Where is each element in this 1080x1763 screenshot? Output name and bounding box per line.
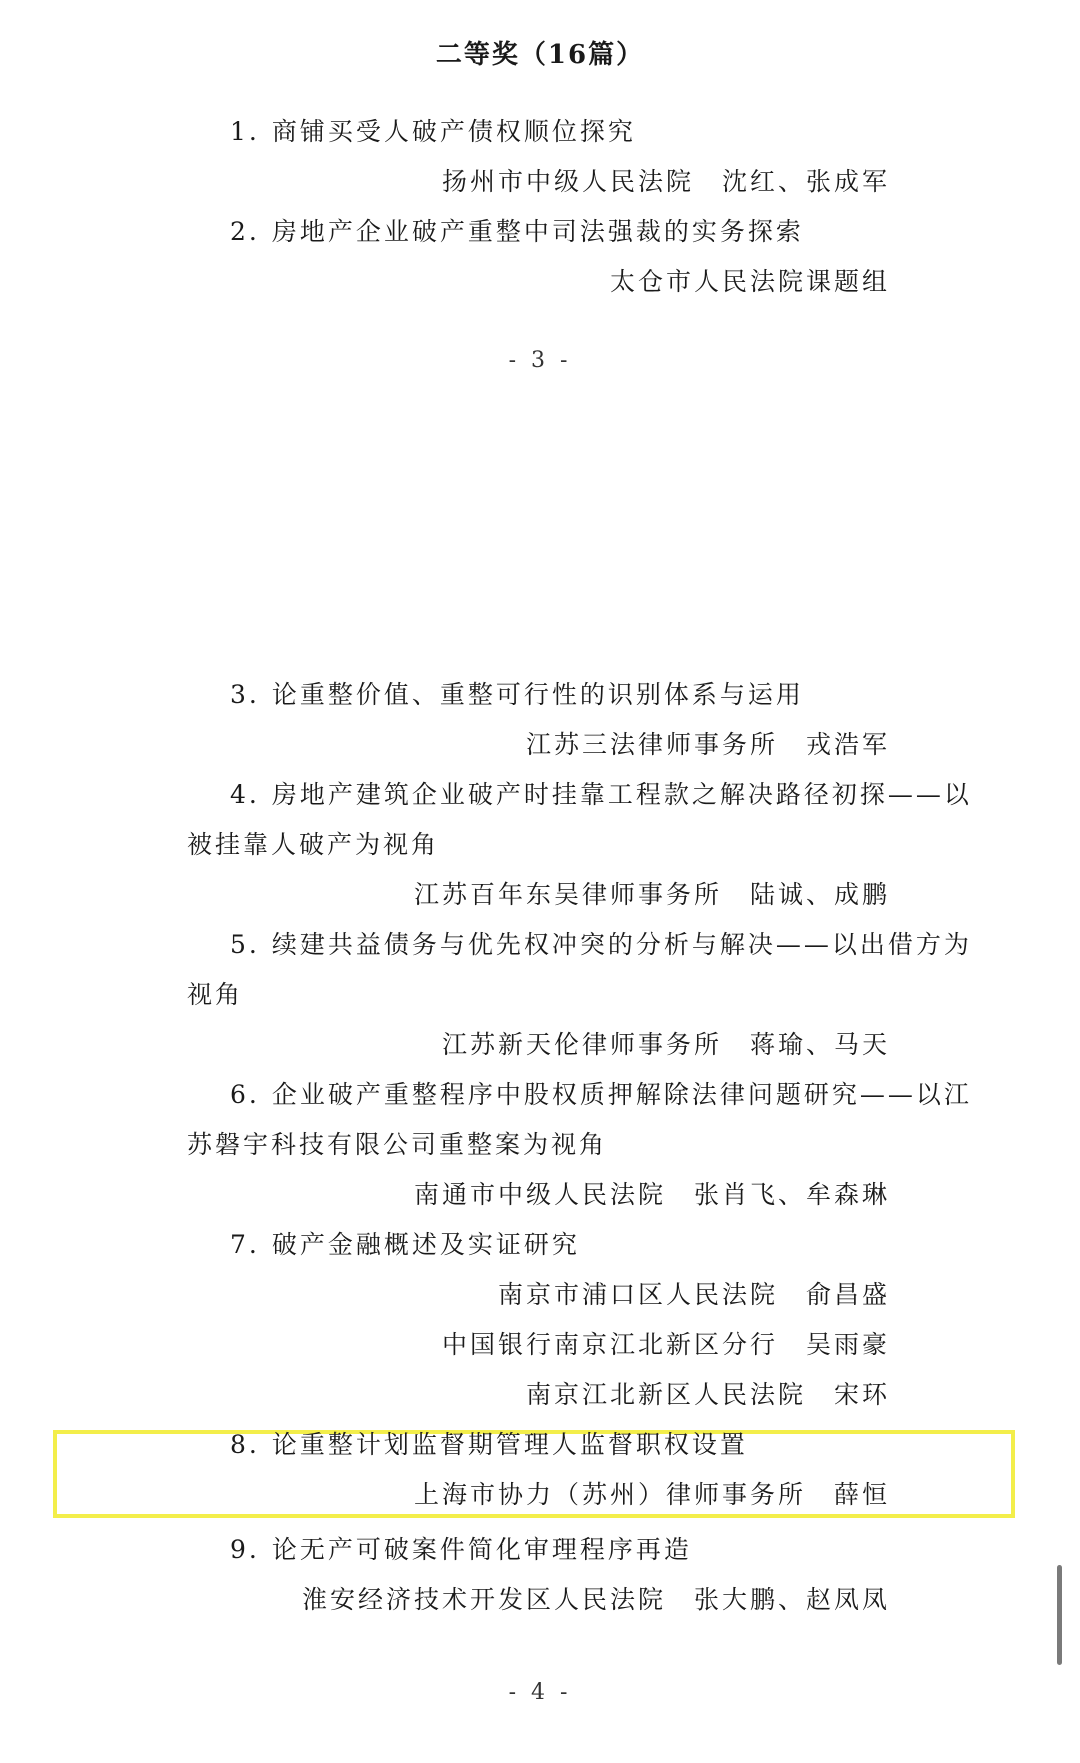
- scrollbar[interactable]: [1057, 1565, 1062, 1665]
- item-author: 江苏三法律师事务所 戎浩军: [525, 730, 890, 759]
- item-author: 江苏新天伦律师事务所 蒋瑜、马天: [441, 1030, 890, 1059]
- item-author: 中国银行南京江北新区分行 吴雨豪: [441, 1330, 890, 1359]
- item-title: 8. 论重整计划监督期管理人监督职权设置: [230, 1430, 748, 1459]
- item-title: 3. 论重整价值、重整可行性的识别体系与运用: [230, 680, 804, 709]
- page-number: - 3 -: [508, 348, 572, 373]
- section-heading: 二等奖（16篇）: [435, 40, 645, 70]
- item-title-continuation: 被挂靠人破产为视角: [187, 830, 440, 859]
- page-number: - 4 -: [508, 1680, 572, 1705]
- item-author: 江苏百年东吴律师事务所 陆诚、成鹏: [413, 880, 890, 909]
- item-title: 1. 商铺买受人破产债权顺位探究: [230, 117, 636, 146]
- item-title: 7. 破产金融概述及实证研究: [230, 1230, 580, 1259]
- item-title: 9. 论无产可破案件简化审理程序再造: [230, 1535, 692, 1564]
- item-title: 4. 房地产建筑企业破产时挂靠工程款之解决路径初探——以: [230, 780, 972, 809]
- item-title-continuation: 苏磐宇科技有限公司重整案为视角: [187, 1130, 608, 1159]
- item-author: 南京江北新区人民法院 宋环: [525, 1380, 890, 1409]
- item-author: 南京市浦口区人民法院 俞昌盛: [497, 1280, 890, 1309]
- item-title-continuation: 视角: [187, 980, 244, 1009]
- item-title: 6. 企业破产重整程序中股权质押解除法律问题研究——以江: [230, 1080, 972, 1109]
- item-title: 5. 续建共益债务与优先权冲突的分析与解决——以出借方为: [230, 930, 972, 959]
- item-author: 淮安经济技术开发区人民法院 张大鹏、赵凤凤: [301, 1585, 890, 1614]
- item-author: 南通市中级人民法院 张肖飞、牟森琳: [413, 1180, 890, 1209]
- item-author: 扬州市中级人民法院 沈红、张成军: [441, 167, 890, 196]
- item-author: 上海市协力（苏州）律师事务所 薛恒: [413, 1480, 890, 1509]
- item-title: 2. 房地产企业破产重整中司法强裁的实务探索: [230, 217, 804, 246]
- item-author: 太仓市人民法院课题组: [609, 267, 890, 296]
